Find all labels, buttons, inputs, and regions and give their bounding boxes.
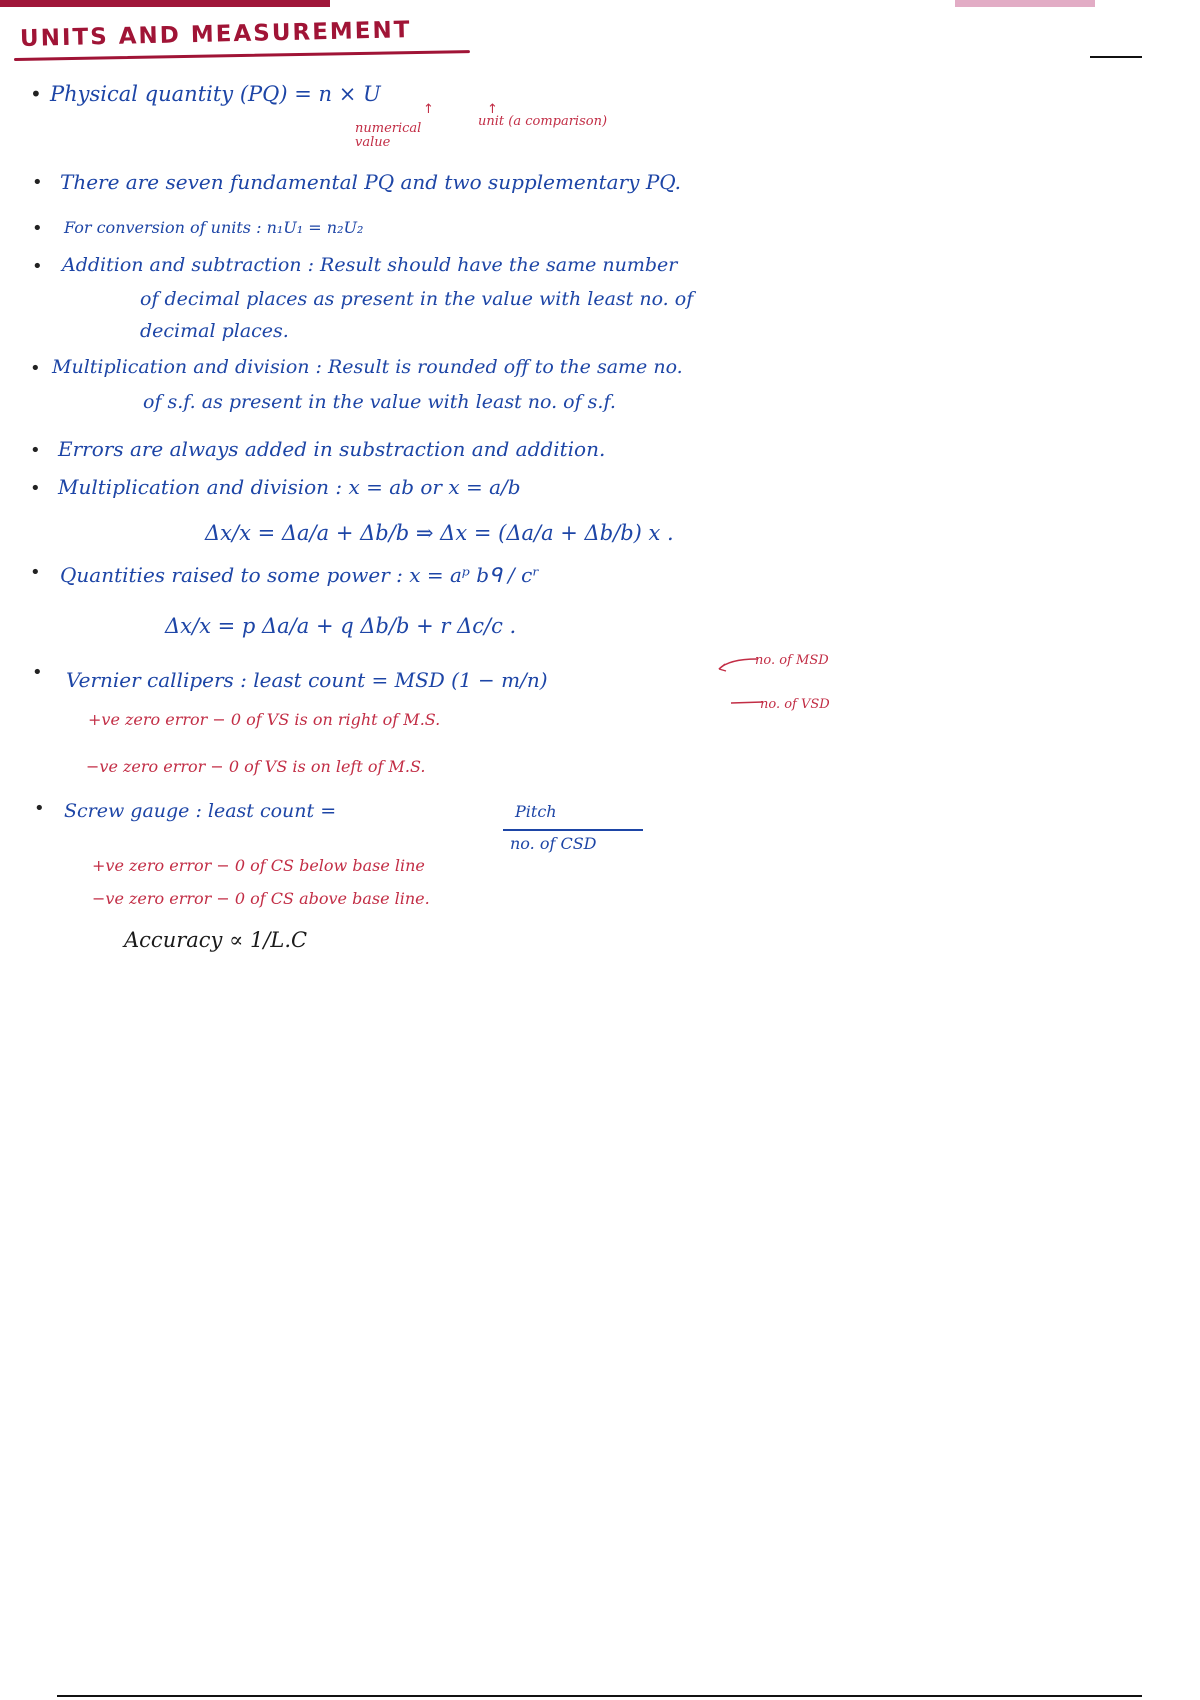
pq-numerical-label: numerical value: [355, 121, 422, 150]
arrow-up-icon: ↑: [487, 102, 498, 117]
pq-definition: Physical quantity (PQ) = n × U: [50, 82, 381, 106]
fraction-bar: [503, 829, 643, 831]
addsub-line-1: Addition and subtraction : Result should have the same number: [62, 254, 678, 276]
muldiv-formula: Δx/x = Δa/a + Δb/b ⇒ Δx = (Δa/a + Δb/b) x .: [205, 521, 674, 545]
addsub-line-3: decimal places.: [140, 320, 289, 342]
screw-neg-zero: −ve zero error − 0 of CS above base line.: [92, 889, 430, 908]
screw-denominator: no. of CSD: [510, 834, 597, 853]
bottom-rule: [57, 1695, 1142, 1697]
vernier-pos-zero: +ve zero error − 0 of VS is on right of M.S.: [88, 710, 441, 729]
muldiv-error-label: Multiplication and division : x = ab or x = a/b: [58, 475, 521, 499]
errors-note: Errors are always added in substraction and addition.: [58, 437, 606, 461]
accuracy-note: Accuracy ∝ 1/L.C: [124, 928, 308, 952]
addsub-line-2: of decimal places as present in the value with least no. of: [140, 288, 694, 310]
power-formula: Δx/x = p Δa/a + q Δb/b + r Δc/c .: [165, 614, 517, 638]
muldiv-line-1: Multiplication and division : Result is rounded off to the same no.: [52, 356, 683, 378]
vernier-msd-label: no. of MSD: [755, 653, 829, 668]
bullet: •: [32, 218, 43, 239]
screw-pos-zero: +ve zero error − 0 of CS below base line: [92, 856, 425, 875]
bullet: •: [32, 662, 43, 683]
vernier-label: Vernier callipers : least count = MSD (1 − m/n): [66, 668, 548, 692]
bullet: •: [34, 798, 45, 819]
pq-unit-label: unit (a comparison): [478, 114, 608, 129]
bullet: •: [32, 256, 43, 277]
muldiv-line-2: of s.f. as present in the value with least no. of s.f.: [143, 391, 616, 413]
vernier-neg-zero: −ve zero error − 0 of VS is on left of M.S.: [86, 757, 426, 776]
page-title: UNITS AND MEASUREMENT: [19, 17, 412, 52]
title-underline: [14, 50, 470, 61]
vernier-vsd-label: no. of VSD: [760, 697, 830, 712]
bullet: •: [30, 562, 41, 583]
bullet: •: [30, 478, 41, 499]
conversion-note: For conversion of units : n₁U₁ = n₂U₂: [64, 218, 364, 237]
bullet: •: [30, 440, 41, 461]
corner-dash: [1090, 56, 1142, 58]
screw-label: Screw gauge : least count =: [64, 800, 337, 822]
screw-numerator: Pitch: [515, 802, 557, 821]
fundamental-note: There are seven fundamental PQ and two supplementary PQ.: [60, 170, 682, 194]
bullet: •: [32, 172, 43, 193]
bullet: •: [30, 358, 41, 379]
power-label: Quantities raised to some power : x = aᵖ bᑫ / cʳ: [60, 563, 540, 587]
bullet: •: [30, 82, 42, 106]
vernier-annotation-arrows: [705, 655, 765, 713]
top-decoration-strip: [0, 0, 330, 7]
arrow-up-icon: ↑: [423, 102, 434, 117]
top-decoration-strip-right: [955, 0, 1095, 7]
